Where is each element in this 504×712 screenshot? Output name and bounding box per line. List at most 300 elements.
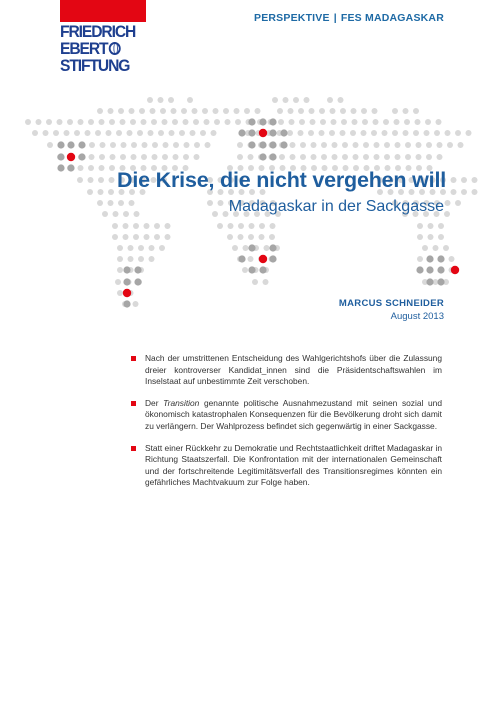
map-dot xyxy=(123,223,129,229)
map-dot xyxy=(214,119,220,125)
map-dot xyxy=(159,245,165,251)
map-dot xyxy=(331,119,337,125)
map-dot xyxy=(184,142,190,148)
map-dot xyxy=(351,108,357,114)
map-dot xyxy=(434,130,440,136)
map-dot xyxy=(424,130,430,136)
map-dot xyxy=(238,234,244,240)
map-dot xyxy=(173,142,179,148)
map-dot xyxy=(97,108,103,114)
series-name: PERSPEKTIVE xyxy=(253,12,330,24)
map-dot xyxy=(141,119,147,125)
publication-date: August 2013 xyxy=(390,311,444,322)
map-dot xyxy=(244,108,250,114)
summary-text: Nach der umstrittenen Entscheidung des Wahlgerichtshofs über die Zulassung dreier kontroverser Kandidat_innen sind die Präsidentschaftswahlen im Inselstaat auf unbestimmte Zeit verschoben. xyxy=(145,353,442,387)
map-dot xyxy=(142,142,148,148)
map-dot xyxy=(466,130,472,136)
map-dot-highlight xyxy=(78,141,85,148)
map-dot xyxy=(118,108,124,114)
map-dot-highlight xyxy=(269,244,276,251)
map-dot xyxy=(384,154,390,160)
map-dot xyxy=(154,234,160,240)
globe-icon xyxy=(108,42,120,55)
map-dot xyxy=(472,177,478,183)
map-dot-highlight xyxy=(259,141,266,148)
map-dot xyxy=(141,154,147,160)
map-dot xyxy=(109,165,115,171)
map-dot xyxy=(438,223,444,229)
map-dot xyxy=(438,234,444,240)
map-dot-highlight xyxy=(269,255,276,262)
map-dot xyxy=(169,130,175,136)
map-dot xyxy=(108,189,114,195)
map-dot xyxy=(128,256,134,262)
summary-list xyxy=(131,353,442,499)
map-dot-highlight xyxy=(238,255,245,262)
map-dot xyxy=(168,97,174,103)
logo-line-2: EBERT xyxy=(60,40,139,57)
map-dot xyxy=(279,154,285,160)
map-dot xyxy=(238,223,244,229)
map-dot xyxy=(102,211,108,217)
map-dot xyxy=(99,119,105,125)
map-dot-highlight xyxy=(248,118,255,125)
map-dot xyxy=(89,142,95,148)
map-dot xyxy=(248,256,254,262)
map-dot xyxy=(264,245,270,251)
map-dot xyxy=(217,223,223,229)
map-dot xyxy=(395,154,401,160)
map-dot xyxy=(259,234,265,240)
map-dot xyxy=(204,119,210,125)
map-dot xyxy=(319,130,325,136)
map-dot xyxy=(129,200,135,206)
map-dot xyxy=(108,200,114,206)
map-dot xyxy=(278,119,284,125)
map-dot xyxy=(152,154,158,160)
map-dot xyxy=(451,189,457,195)
map-dot xyxy=(299,119,305,125)
map-dot xyxy=(332,142,338,148)
map-dot xyxy=(150,108,156,114)
map-dot xyxy=(327,97,333,103)
map-dot xyxy=(353,154,359,160)
map-dot xyxy=(437,154,443,160)
map-dot xyxy=(108,108,114,114)
logo-line-3: STIFTUNG xyxy=(60,56,130,75)
map-dot xyxy=(200,130,206,136)
map-dot xyxy=(133,223,139,229)
map-dot xyxy=(171,108,177,114)
map-dot xyxy=(300,142,306,148)
map-dot xyxy=(255,108,261,114)
map-dot xyxy=(392,108,398,114)
map-dot xyxy=(64,130,70,136)
map-dot xyxy=(417,256,423,262)
map-dot xyxy=(426,154,432,160)
map-dot-highlight xyxy=(57,164,64,171)
map-dot xyxy=(384,142,390,148)
map-dot xyxy=(133,234,139,240)
map-dot xyxy=(320,119,326,125)
map-dot xyxy=(332,154,338,160)
map-dot xyxy=(154,223,160,229)
summary-item xyxy=(131,443,442,489)
map-dot xyxy=(232,245,238,251)
map-dot xyxy=(392,130,398,136)
map-dot xyxy=(235,119,241,125)
map-dot-highlight xyxy=(67,141,74,148)
map-marker-red xyxy=(259,129,267,137)
map-dot xyxy=(147,97,153,103)
map-dot xyxy=(415,119,421,125)
map-dot xyxy=(95,130,101,136)
map-dot xyxy=(138,245,144,251)
map-dot xyxy=(445,200,451,206)
map-dot xyxy=(382,130,388,136)
map-dot xyxy=(445,130,451,136)
map-dot xyxy=(237,154,243,160)
map-dot xyxy=(252,279,258,285)
map-dot xyxy=(77,177,83,183)
map-dot xyxy=(277,108,283,114)
map-dot xyxy=(330,108,336,114)
map-dot xyxy=(416,154,422,160)
page-subtitle: Madagaskar in der Sackgasse xyxy=(228,198,444,215)
map-dot xyxy=(117,256,123,262)
map-dot xyxy=(310,119,316,125)
map-dot xyxy=(194,142,200,148)
map-dot xyxy=(99,154,105,160)
map-dot-highlight xyxy=(67,164,74,171)
map-dot-highlight xyxy=(259,266,266,273)
map-dot xyxy=(308,130,314,136)
map-dot-highlight xyxy=(57,141,64,148)
map-dot xyxy=(130,119,136,125)
map-dot-highlight xyxy=(134,278,141,285)
map-dot xyxy=(85,130,91,136)
map-dot xyxy=(162,119,168,125)
map-dot xyxy=(123,234,129,240)
map-dot xyxy=(25,119,31,125)
map-dot xyxy=(163,142,169,148)
map-dot xyxy=(293,97,299,103)
map-dot xyxy=(158,97,164,103)
map-dot xyxy=(403,108,409,114)
map-dot xyxy=(298,108,304,114)
map-dot xyxy=(194,154,200,160)
map-dot xyxy=(165,234,171,240)
map-dot xyxy=(443,245,449,251)
map-dot xyxy=(270,223,276,229)
map-dot xyxy=(144,223,150,229)
map-dot xyxy=(120,154,126,160)
map-dot xyxy=(361,130,367,136)
map-dot xyxy=(118,200,124,206)
map-dot xyxy=(183,119,189,125)
map-dot xyxy=(112,234,118,240)
map-dot xyxy=(403,130,409,136)
map-dot xyxy=(183,154,189,160)
map-dot xyxy=(106,130,112,136)
map-marker-red xyxy=(123,289,131,297)
map-dot xyxy=(248,234,254,240)
map-dot xyxy=(290,154,296,160)
summary-item xyxy=(131,398,442,433)
series-topic: FES MADAGASKAR xyxy=(340,12,444,24)
map-dot-highlight xyxy=(280,129,287,136)
map-dot-highlight xyxy=(426,255,433,262)
map-dot-highlight xyxy=(57,153,64,160)
map-dot xyxy=(152,142,158,148)
map-dot xyxy=(228,223,234,229)
map-dot xyxy=(350,130,356,136)
map-dot-highlight xyxy=(248,244,255,251)
map-dot-highlight xyxy=(269,118,276,125)
map-dot xyxy=(87,189,93,195)
map-dot xyxy=(363,142,369,148)
map-dot xyxy=(458,142,464,148)
map-dot xyxy=(353,142,359,148)
map-dot xyxy=(47,142,53,148)
map-dot xyxy=(444,211,450,217)
map-dot xyxy=(394,119,400,125)
map-dot xyxy=(172,119,178,125)
map-dot xyxy=(249,223,255,229)
map-dot xyxy=(117,245,123,251)
map-dot xyxy=(173,154,179,160)
map-dot xyxy=(371,130,377,136)
map-dot xyxy=(404,119,410,125)
map-dot-highlight xyxy=(238,129,245,136)
map-dot xyxy=(455,130,461,136)
map-dot xyxy=(100,142,106,148)
map-dot xyxy=(115,279,121,285)
summary-text: Der Transition genannte politische Ausnahmezustand mit seinen sozial und ökonomisch katastrophalen Konsequenzen für die Bevölkerung droht sich damit zu verlängern. Der Wahlprozess befindet sich gegenwärtig in einer Sackgasse. xyxy=(145,397,442,431)
map-dot xyxy=(426,142,432,148)
map-dot xyxy=(113,211,119,217)
map-dot xyxy=(211,130,217,136)
map-dot xyxy=(138,256,144,262)
map-dot xyxy=(32,130,38,136)
map-dot xyxy=(383,119,389,125)
map-dot xyxy=(361,108,367,114)
map-dot xyxy=(422,245,428,251)
map-dot xyxy=(160,108,166,114)
map-dot xyxy=(131,154,137,160)
map-dot xyxy=(120,119,126,125)
map-dot xyxy=(110,154,116,160)
map-dot xyxy=(149,245,155,251)
map-dot xyxy=(242,267,248,273)
logo-wordmark xyxy=(60,23,139,74)
map-dot xyxy=(288,108,294,114)
map-dot-highlight xyxy=(78,153,85,160)
map-dot xyxy=(340,130,346,136)
summary-item xyxy=(131,353,442,388)
map-dot xyxy=(413,108,419,114)
map-dot xyxy=(461,177,467,183)
map-dot xyxy=(53,130,59,136)
map-dot-highlight xyxy=(437,266,444,273)
map-dot xyxy=(461,189,467,195)
map-dot xyxy=(131,142,137,148)
map-dot xyxy=(190,130,196,136)
map-dot xyxy=(213,108,219,114)
map-dot xyxy=(36,119,42,125)
map-dot xyxy=(352,119,358,125)
map-dot xyxy=(97,200,103,206)
map-dot xyxy=(405,154,411,160)
map-dot-highlight xyxy=(426,266,433,273)
map-dot-highlight xyxy=(426,278,433,285)
map-dot xyxy=(121,142,127,148)
map-dot xyxy=(99,165,105,171)
map-dot xyxy=(205,142,211,148)
map-dot xyxy=(311,154,317,160)
map-dot xyxy=(451,177,457,183)
map-dot xyxy=(374,154,380,160)
map-dot-highlight xyxy=(248,266,255,273)
map-dot xyxy=(139,108,145,114)
logo-red-bar xyxy=(60,0,146,22)
map-dot xyxy=(158,130,164,136)
map-dot xyxy=(57,119,63,125)
map-dot xyxy=(455,200,461,206)
map-dot xyxy=(283,97,289,103)
map-dot xyxy=(342,142,348,148)
map-dot xyxy=(309,108,315,114)
map-dot xyxy=(98,177,104,183)
map-dot xyxy=(304,97,310,103)
map-dot-highlight xyxy=(248,141,255,148)
map-dot xyxy=(417,223,423,229)
map-dot xyxy=(374,142,380,148)
map-dot xyxy=(342,154,348,160)
series-separator: | xyxy=(333,12,337,24)
map-dot xyxy=(363,154,369,160)
map-dot xyxy=(223,211,229,217)
map-dot xyxy=(428,223,434,229)
map-dot xyxy=(162,154,168,160)
map-dot-highlight xyxy=(259,118,266,125)
map-dot xyxy=(341,119,347,125)
map-dot xyxy=(218,200,224,206)
logo-line-1: FRIEDRICH xyxy=(60,22,136,41)
map-dot xyxy=(329,130,335,136)
map-marker-red xyxy=(259,255,267,263)
map-dot xyxy=(416,142,422,148)
map-dot xyxy=(417,234,423,240)
map-dot xyxy=(237,142,243,148)
map-dot xyxy=(116,130,122,136)
map-marker-red xyxy=(67,153,75,161)
bullet-square-icon xyxy=(131,401,136,406)
map-dot xyxy=(298,130,304,136)
map-dot xyxy=(433,245,439,251)
map-dot xyxy=(243,245,249,251)
map-dot-highlight xyxy=(248,129,255,136)
map-dot xyxy=(112,223,118,229)
map-dot-highlight xyxy=(437,278,444,285)
map-dot xyxy=(46,119,52,125)
map-dot xyxy=(437,142,443,148)
map-dot xyxy=(134,211,140,217)
map-dot xyxy=(447,142,453,148)
map-dot xyxy=(123,211,129,217)
map-dot xyxy=(98,189,104,195)
map-dot xyxy=(109,177,115,183)
map-dot xyxy=(88,165,94,171)
map-dot xyxy=(88,177,94,183)
map-dot xyxy=(148,130,154,136)
map-dot xyxy=(212,211,218,217)
map-dot-highlight xyxy=(269,129,276,136)
map-dot xyxy=(321,154,327,160)
map-dot xyxy=(133,301,139,307)
map-dot xyxy=(425,119,431,125)
map-dot-highlight xyxy=(259,153,266,160)
map-dot xyxy=(207,200,213,206)
map-dot xyxy=(187,97,193,103)
author-name: MARCUS SCHNEIDER xyxy=(338,298,444,309)
map-dot xyxy=(405,142,411,148)
map-dot xyxy=(395,142,401,148)
map-dot xyxy=(234,108,240,114)
map-dot xyxy=(89,154,95,160)
map-dot xyxy=(413,130,419,136)
fes-logo xyxy=(60,0,146,74)
map-dot xyxy=(269,234,275,240)
map-dot xyxy=(373,119,379,125)
map-dot xyxy=(263,279,269,285)
page-title: Die Krise, die nicht vergehen will xyxy=(117,168,446,192)
map-dot xyxy=(428,234,434,240)
map-dot xyxy=(109,119,115,125)
map-dot xyxy=(290,142,296,148)
map-dot xyxy=(117,267,123,273)
map-dot xyxy=(67,119,73,125)
map-dot xyxy=(43,130,49,136)
map-marker-red xyxy=(451,266,459,274)
map-dot xyxy=(338,97,344,103)
map-dot-highlight xyxy=(269,141,276,148)
map-dot xyxy=(179,130,185,136)
bullet-square-icon xyxy=(131,446,136,451)
map-dot xyxy=(319,108,325,114)
map-dot xyxy=(202,108,208,114)
map-dot-highlight xyxy=(280,141,287,148)
map-dot xyxy=(88,119,94,125)
map-dot xyxy=(117,290,123,296)
map-dot xyxy=(227,234,233,240)
map-dot xyxy=(78,165,84,171)
series-label xyxy=(254,12,444,24)
summary-text: Statt einer Rückkehr zu Demokratie und Rechtstaatlichkeit driftet Madagaskar in Richtung Staatszerfall. Die Konfrontation mit der internationalen Gemeinschaft und der fortschreitende Legitimitätsverfall des Transitionsregimes könnten ein gefährliches Machtvakuum zur Folge haben. xyxy=(145,442,442,488)
map-dot xyxy=(192,108,198,114)
map-dot-highlight xyxy=(269,153,276,160)
map-dot xyxy=(311,142,317,148)
map-dot xyxy=(321,142,327,148)
map-dot-highlight xyxy=(123,266,130,273)
map-dot xyxy=(472,189,478,195)
map-dot xyxy=(78,119,84,125)
bullet-square-icon xyxy=(131,356,136,361)
map-dot xyxy=(181,108,187,114)
map-dot xyxy=(259,223,265,229)
map-dot xyxy=(127,130,133,136)
map-dot-highlight xyxy=(437,255,444,262)
